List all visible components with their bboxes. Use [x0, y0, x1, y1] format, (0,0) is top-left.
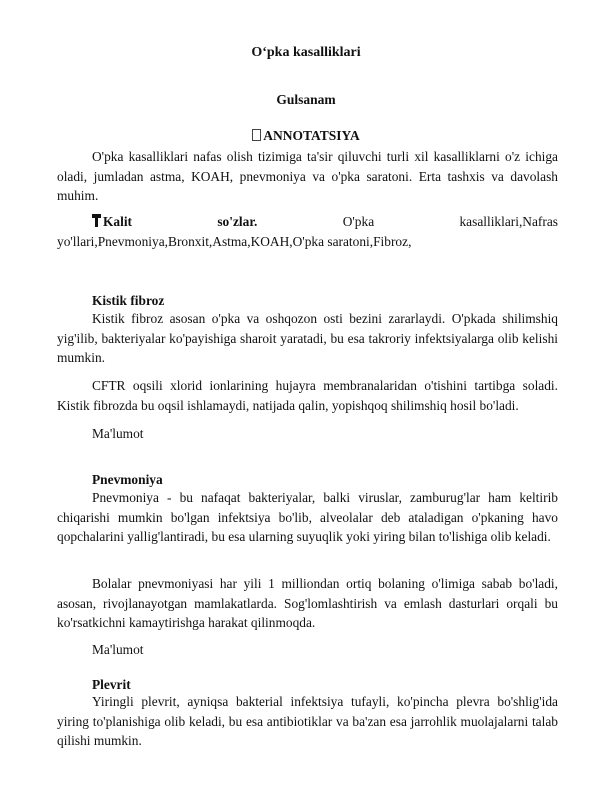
keywords-line-2: yo'llari,Pnevmoniya,Bronxit,Astma,KOAH,O'pka saratoni,Fibroz, — [57, 233, 412, 249]
keywords-label-2: so'zlar. — [217, 214, 258, 229]
keywords-block — [57, 212, 558, 251]
author-name: Gulsanam — [276, 92, 336, 107]
section-paragraph: Yiringli plevrit, ayniqsa bakterial infektsiya tufayli, ko'pincha plevra bo'shlig'ida yiring to'planishiga olib keladi, bu esa antibiotiklar va ba'zan esa jarrohlik muolajalarni talab qilishi mumkin. — [57, 694, 558, 748]
keyword-1: O'pka — [342, 214, 375, 229]
document-title: O‘pka kasalliklari — [251, 45, 361, 60]
section-note: Ma'lumot — [92, 426, 144, 441]
keyword-2: kasalliklari,Nafras — [459, 214, 558, 229]
placeholder-glyph-icon — [252, 129, 261, 141]
keywords-line-1 — [57, 212, 558, 232]
annotation-heading-text: ANNOTATSIYA — [263, 128, 360, 143]
section-heading-pnevmoniya: Pnevmoniya — [92, 472, 163, 487]
annotation-text: O'pka kasalliklari nafas olish tizimiga ta'sir qiluvchi turli xil kasalliklarni o'z ichiga oladi, jumladan astma, KOAH, pnevmoniya va o'pka saratoni. Erta tashxis va davolash muhim. — [57, 149, 558, 203]
keywords-label: Kalit — [92, 212, 132, 232]
section-paragraph: Bolalar pnevmoniyasi har yili 1 milliondan ortiq bolaning o'limiga sabab bo'ladi, asosan, rivojlanayotgan mamlakatlarda. Sog'lomlashtirish va emlash dasturlari orqali bu ko'rsatkichni kamaytirishga harakat qilinmoqda. — [57, 576, 558, 630]
section-note: Ma'lumot — [92, 642, 144, 657]
section-paragraph: Pnevmoniya - bu nafaqat bakteriyalar, balki viruslar, zamburug'lar ham keltirib chiqarishi mumkin bo'lgan infektsiya bo'lib, alveolalar deb ataladigan o'pkaning havo qopchalarini yallig'lantiradi, bu esa ularning suyuqlik yoki yiring bilan to'lishiga olib keladi. — [57, 490, 558, 544]
section-paragraph: Kistik fibroz asosan o'pka va oshqozon osti bezini zararlaydi. O'pkada shilimshiq yig'ilib, bakteriyalar ko'payishiga sharoit yaratadi, bu esa takroriy infektsiyalarga olib kelishi mumkin. — [57, 311, 558, 365]
annotation-heading — [0, 128, 612, 144]
section-heading-plevrit: Plevrit — [92, 677, 131, 692]
key-icon — [92, 214, 101, 227]
section-heading-kistik-fibroz: Kistik fibroz — [92, 293, 165, 308]
section-paragraph: CFTR oqsili xlorid ionlarining hujayra membranalaridan o'tishini tartibga soladi. Kistik fibrozda bu oqsil ishlamaydi, natijada qalin, yopishqoq shilimshiq hosil bo'ladi. — [57, 378, 558, 413]
